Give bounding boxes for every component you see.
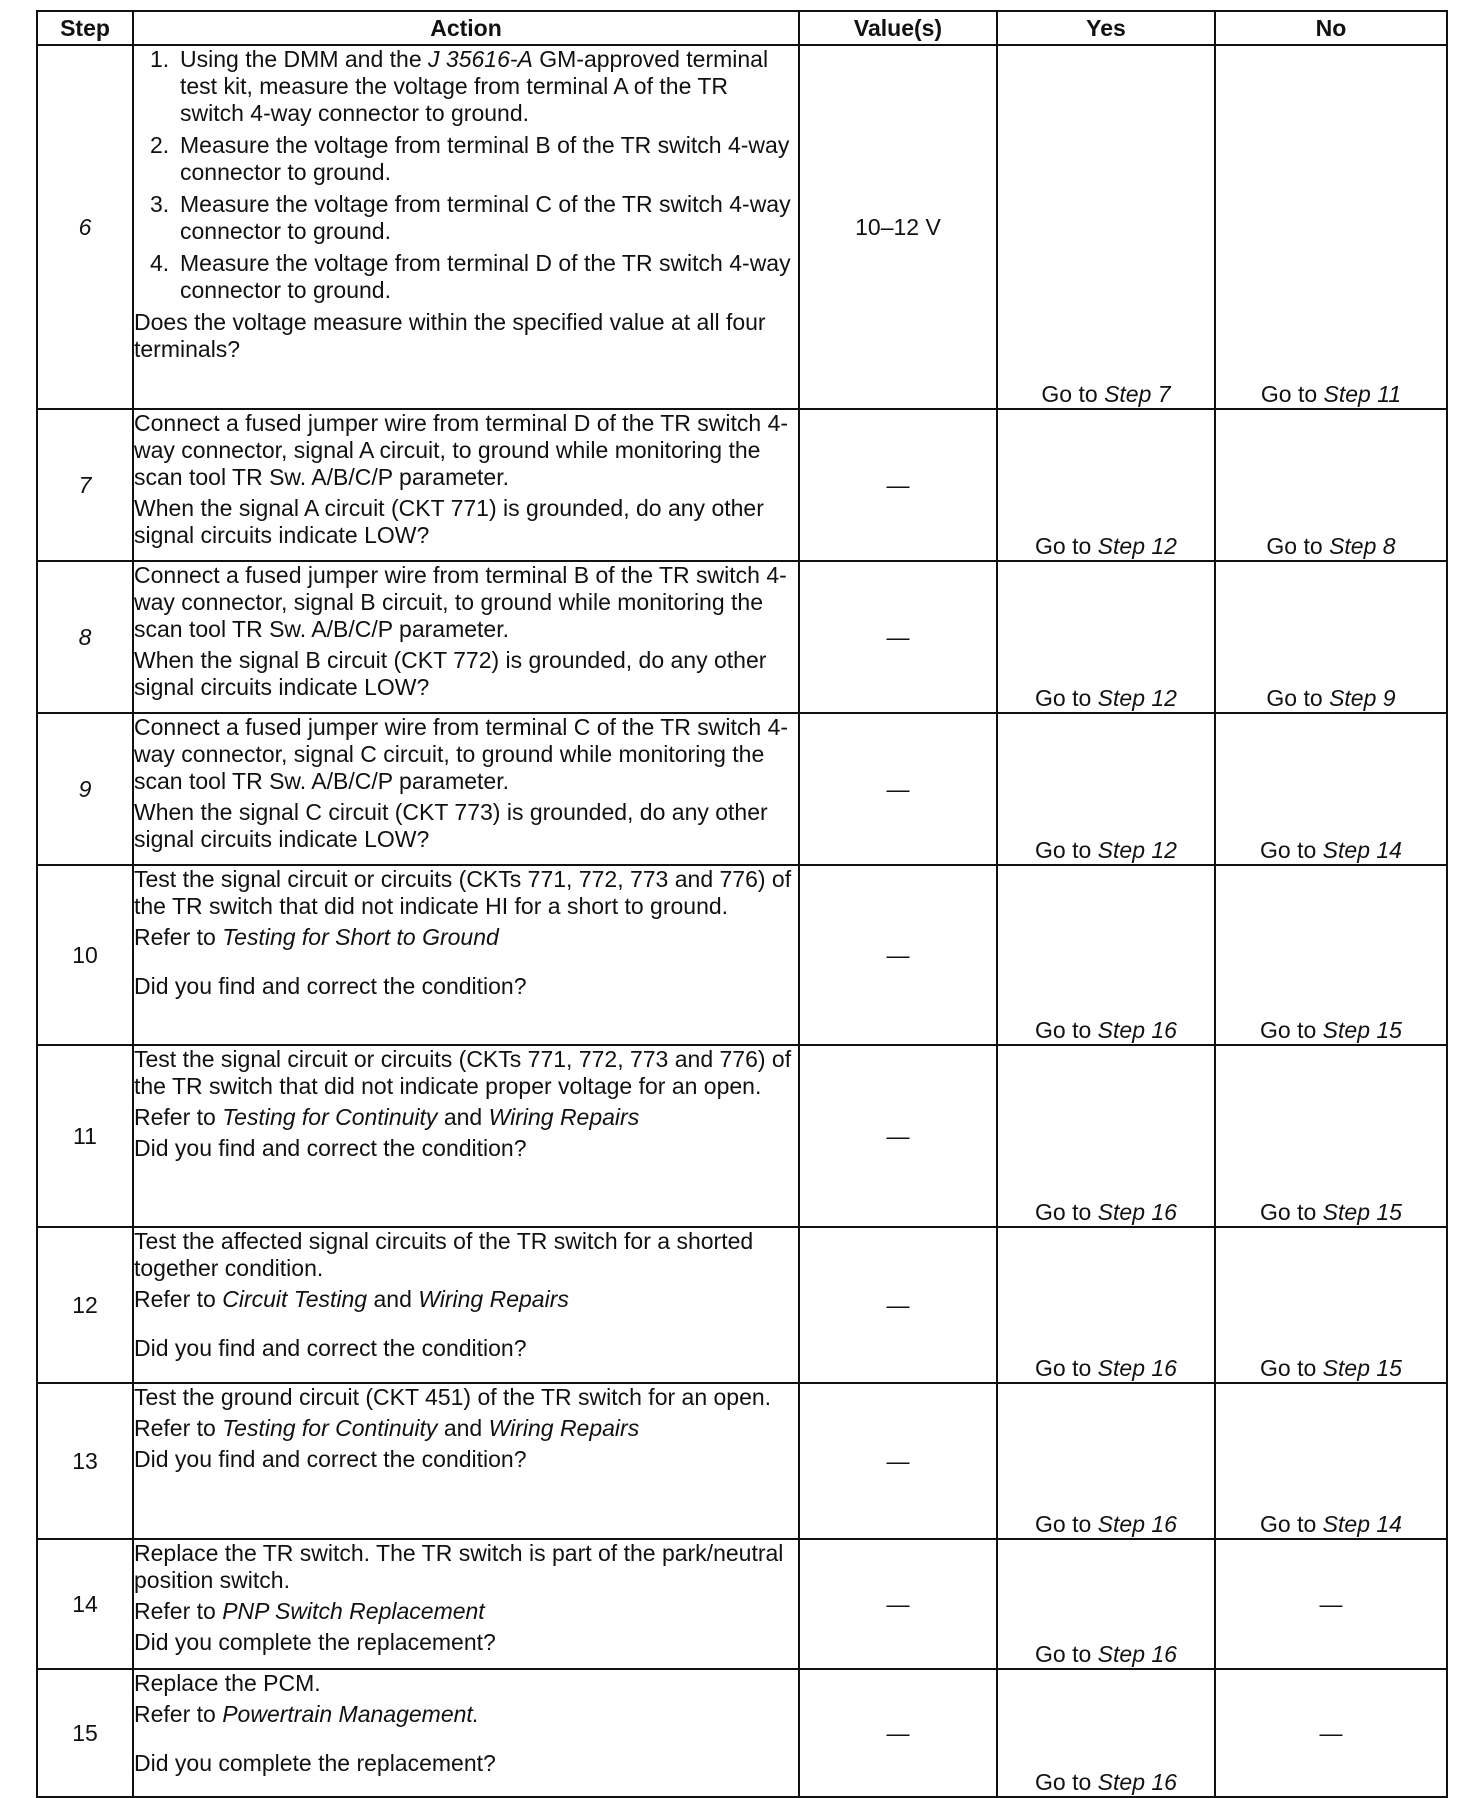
yes-step-link[interactable]: Step 16 xyxy=(1097,1199,1177,1225)
table-row-step-11 xyxy=(37,1045,1447,1227)
step-number: 13 xyxy=(37,1383,133,1539)
no-step-link[interactable]: Step 14 xyxy=(1322,837,1402,863)
value-cell: — xyxy=(799,865,997,1045)
action-cell xyxy=(133,713,799,865)
diagnostic-table-sheet xyxy=(36,10,1446,1798)
value-cell: — xyxy=(799,1045,997,1227)
action-question: Did you find and correct the condition? xyxy=(134,1446,527,1472)
action-cell xyxy=(133,1383,799,1539)
action-cell xyxy=(133,865,799,1045)
value-cell: — xyxy=(799,1383,997,1539)
no-step-link[interactable]: Step 15 xyxy=(1322,1355,1402,1381)
action-text: Replace the PCM. xyxy=(134,1670,321,1696)
tool-reference: J 35616-A xyxy=(428,46,533,72)
action-question: Did you find and correct the condition? xyxy=(134,1135,527,1161)
yes-cell: Go to Step 16 xyxy=(997,1045,1215,1227)
action-text: Test the signal circuit or circuits (CKTs 771, 772, 773 and 776) of the TR switch that did not indicate HI for a short to ground. xyxy=(134,866,792,919)
no-step-link[interactable]: Step 9 xyxy=(1329,685,1396,711)
action-reference: Refer to PNP Switch Replacement xyxy=(134,1598,485,1624)
value-cell: 10–12 V xyxy=(799,45,997,409)
action-question: Did you complete the replacement? xyxy=(134,1750,496,1776)
table-row-step-15 xyxy=(37,1669,1447,1797)
action-cell xyxy=(133,1669,799,1797)
yes-step-link[interactable]: Step 7 xyxy=(1104,381,1171,407)
yes-cell: Go to Step 7 xyxy=(997,45,1215,409)
table-row-step-8 xyxy=(37,561,1447,713)
step-number: 10 xyxy=(37,865,133,1045)
no-cell: Go to Step 9 xyxy=(1215,561,1447,713)
table-row-step-14 xyxy=(37,1539,1447,1669)
no-cell: Go to Step 11 xyxy=(1215,45,1447,409)
no-cell: — xyxy=(1215,1539,1447,1669)
no-cell: Go to Step 15 xyxy=(1215,1045,1447,1227)
action-reference: Refer to Testing for Continuity and Wiring Repairs xyxy=(134,1415,640,1441)
header-no: No xyxy=(1215,11,1447,45)
no-cell: — xyxy=(1215,1669,1447,1797)
step-number: 9 xyxy=(37,713,133,865)
yes-cell: Go to Step 16 xyxy=(997,1227,1215,1383)
procedure-link[interactable]: Testing for Short to Ground xyxy=(222,924,499,950)
no-step-link[interactable]: Step 8 xyxy=(1329,533,1396,559)
step-number: 8 xyxy=(37,561,133,713)
action-steps-list xyxy=(134,46,798,304)
action-text: Test the affected signal circuits of the TR switch for a shorted together condition. xyxy=(134,1228,754,1281)
action-reference: Refer to Testing for Continuity and Wiring Repairs xyxy=(134,1104,640,1130)
action-text: Connect a fused jumper wire from terminal D of the TR switch 4-way connector, signal A circuit, to ground while monitoring the scan tool TR Sw. A/B/C/P parameter. xyxy=(134,410,789,490)
step-number: 15 xyxy=(37,1669,133,1797)
step-number: 6 xyxy=(37,45,133,409)
header-action: Action xyxy=(133,11,799,45)
action-question: When the signal A circuit (CKT 771) is grounded, do any other signal circuits indicate LOW? xyxy=(134,495,764,548)
action-question: Did you find and correct the condition? xyxy=(134,973,527,999)
value-cell: — xyxy=(799,409,997,561)
table-row-step-9 xyxy=(37,713,1447,865)
action-cell xyxy=(133,561,799,713)
step-number: 12 xyxy=(37,1227,133,1383)
action-cell xyxy=(133,1045,799,1227)
no-step-link[interactable]: Step 14 xyxy=(1322,1511,1402,1537)
no-cell: Go to Step 8 xyxy=(1215,409,1447,561)
yes-step-link[interactable]: Step 16 xyxy=(1097,1511,1177,1537)
yes-cell: Go to Step 12 xyxy=(997,409,1215,561)
yes-step-link[interactable]: Step 16 xyxy=(1097,1355,1177,1381)
action-text: Test the ground circuit (CKT 451) of the TR switch for an open. xyxy=(134,1384,772,1410)
action-reference: Refer to Testing for Short to Ground xyxy=(134,924,499,950)
procedure-link[interactable]: Wiring Repairs xyxy=(418,1286,569,1312)
yes-cell: Go to Step 12 xyxy=(997,561,1215,713)
action-question: When the signal B circuit (CKT 772) is grounded, do any other signal circuits indicate LOW? xyxy=(134,647,767,700)
table-row-step-6 xyxy=(37,45,1447,409)
action-question: Did you find and correct the condition? xyxy=(134,1335,527,1361)
no-cell: Go to Step 14 xyxy=(1215,1383,1447,1539)
action-cell xyxy=(133,409,799,561)
list-item: 3. Measure the voltage from terminal C of the TR switch 4-way connector to ground. xyxy=(150,191,791,244)
header-row xyxy=(37,11,1447,45)
action-reference: Refer to Circuit Testing and Wiring Repairs xyxy=(134,1286,569,1312)
action-text: Connect a fused jumper wire from terminal C of the TR switch 4-way connector, signal C circuit, to ground while monitoring the scan tool TR Sw. A/B/C/P parameter. xyxy=(134,714,789,794)
action-cell xyxy=(133,45,799,409)
no-cell: Go to Step 15 xyxy=(1215,865,1447,1045)
action-question: Does the voltage measure within the specified value at all four terminals? xyxy=(134,309,766,362)
no-step-link[interactable]: Step 11 xyxy=(1323,381,1402,407)
action-question: Did you complete the replacement? xyxy=(134,1629,496,1655)
step-number: 14 xyxy=(37,1539,133,1669)
list-item: 4. Measure the voltage from terminal D of the TR switch 4-way connector to ground. xyxy=(150,250,791,303)
yes-step-link[interactable]: Step 12 xyxy=(1097,533,1177,559)
value-cell: — xyxy=(799,1227,997,1383)
value-cell: — xyxy=(799,1539,997,1669)
yes-step-link[interactable]: Step 12 xyxy=(1097,685,1177,711)
no-cell: Go to Step 14 xyxy=(1215,713,1447,865)
yes-cell: Go to Step 16 xyxy=(997,1383,1215,1539)
action-text: Connect a fused jumper wire from terminal B of the TR switch 4-way connector, signal B circuit, to ground while monitoring the scan tool TR Sw. A/B/C/P parameter. xyxy=(134,562,787,642)
step-number: 7 xyxy=(37,409,133,561)
action-question: When the signal C circuit (CKT 773) is grounded, do any other signal circuits indicate LOW? xyxy=(134,799,768,852)
yes-step-link[interactable]: Step 12 xyxy=(1097,837,1177,863)
procedure-link[interactable]: Testing for Continuity xyxy=(222,1415,438,1441)
header-yes: Yes xyxy=(997,11,1215,45)
header-values: Value(s) xyxy=(799,11,997,45)
yes-step-link[interactable]: Step 16 xyxy=(1097,1641,1177,1667)
table-row-step-13 xyxy=(37,1383,1447,1539)
action-cell xyxy=(133,1539,799,1669)
procedure-link[interactable]: Wiring Repairs xyxy=(488,1415,640,1441)
procedure-link[interactable]: Wiring Repairs xyxy=(488,1104,640,1130)
table-row-step-7 xyxy=(37,409,1447,561)
step-number: 11 xyxy=(37,1045,133,1227)
yes-cell: Go to Step 16 xyxy=(997,1539,1215,1669)
procedure-link[interactable]: PNP Switch Replacement xyxy=(222,1598,485,1624)
procedure-link[interactable]: Powertrain Management. xyxy=(222,1701,480,1727)
table-row-step-10 xyxy=(37,865,1447,1045)
procedure-link[interactable]: Circuit Testing xyxy=(222,1286,368,1312)
no-step-link[interactable]: Step 15 xyxy=(1322,1199,1402,1225)
procedure-link[interactable]: Testing for Continuity xyxy=(222,1104,438,1130)
yes-cell: Go to Step 16 xyxy=(997,1669,1215,1797)
no-cell: Go to Step 15 xyxy=(1215,1227,1447,1383)
yes-step-link[interactable]: Step 16 xyxy=(1097,1017,1177,1043)
value-cell: — xyxy=(799,713,997,865)
no-step-link[interactable]: Step 15 xyxy=(1322,1017,1402,1043)
list-item: 2. Measure the voltage from terminal B of the TR switch 4-way connector to ground. xyxy=(150,132,790,185)
value-cell: — xyxy=(799,1669,997,1797)
action-text: Replace the TR switch. The TR switch is part of the park/neutral position switch. xyxy=(134,1540,784,1593)
diagnostic-table xyxy=(36,10,1448,1798)
header-step: Step xyxy=(37,11,133,45)
action-reference: Refer to Powertrain Management. xyxy=(134,1701,480,1727)
action-text: Test the signal circuit or circuits (CKTs 771, 772, 773 and 776) of the TR switch that did not indicate proper voltage for an open. xyxy=(134,1046,792,1099)
list-item: 1. Using the DMM and the J 35616-A GM-approved terminal test kit, measure the voltage from terminal A of the TR switch 4-way connector to ground. xyxy=(150,46,769,126)
table-row-step-12 xyxy=(37,1227,1447,1383)
yes-step-link[interactable]: Step 16 xyxy=(1097,1769,1177,1795)
action-cell xyxy=(133,1227,799,1383)
yes-cell: Go to Step 12 xyxy=(997,713,1215,865)
yes-cell: Go to Step 16 xyxy=(997,865,1215,1045)
value-cell: — xyxy=(799,561,997,713)
